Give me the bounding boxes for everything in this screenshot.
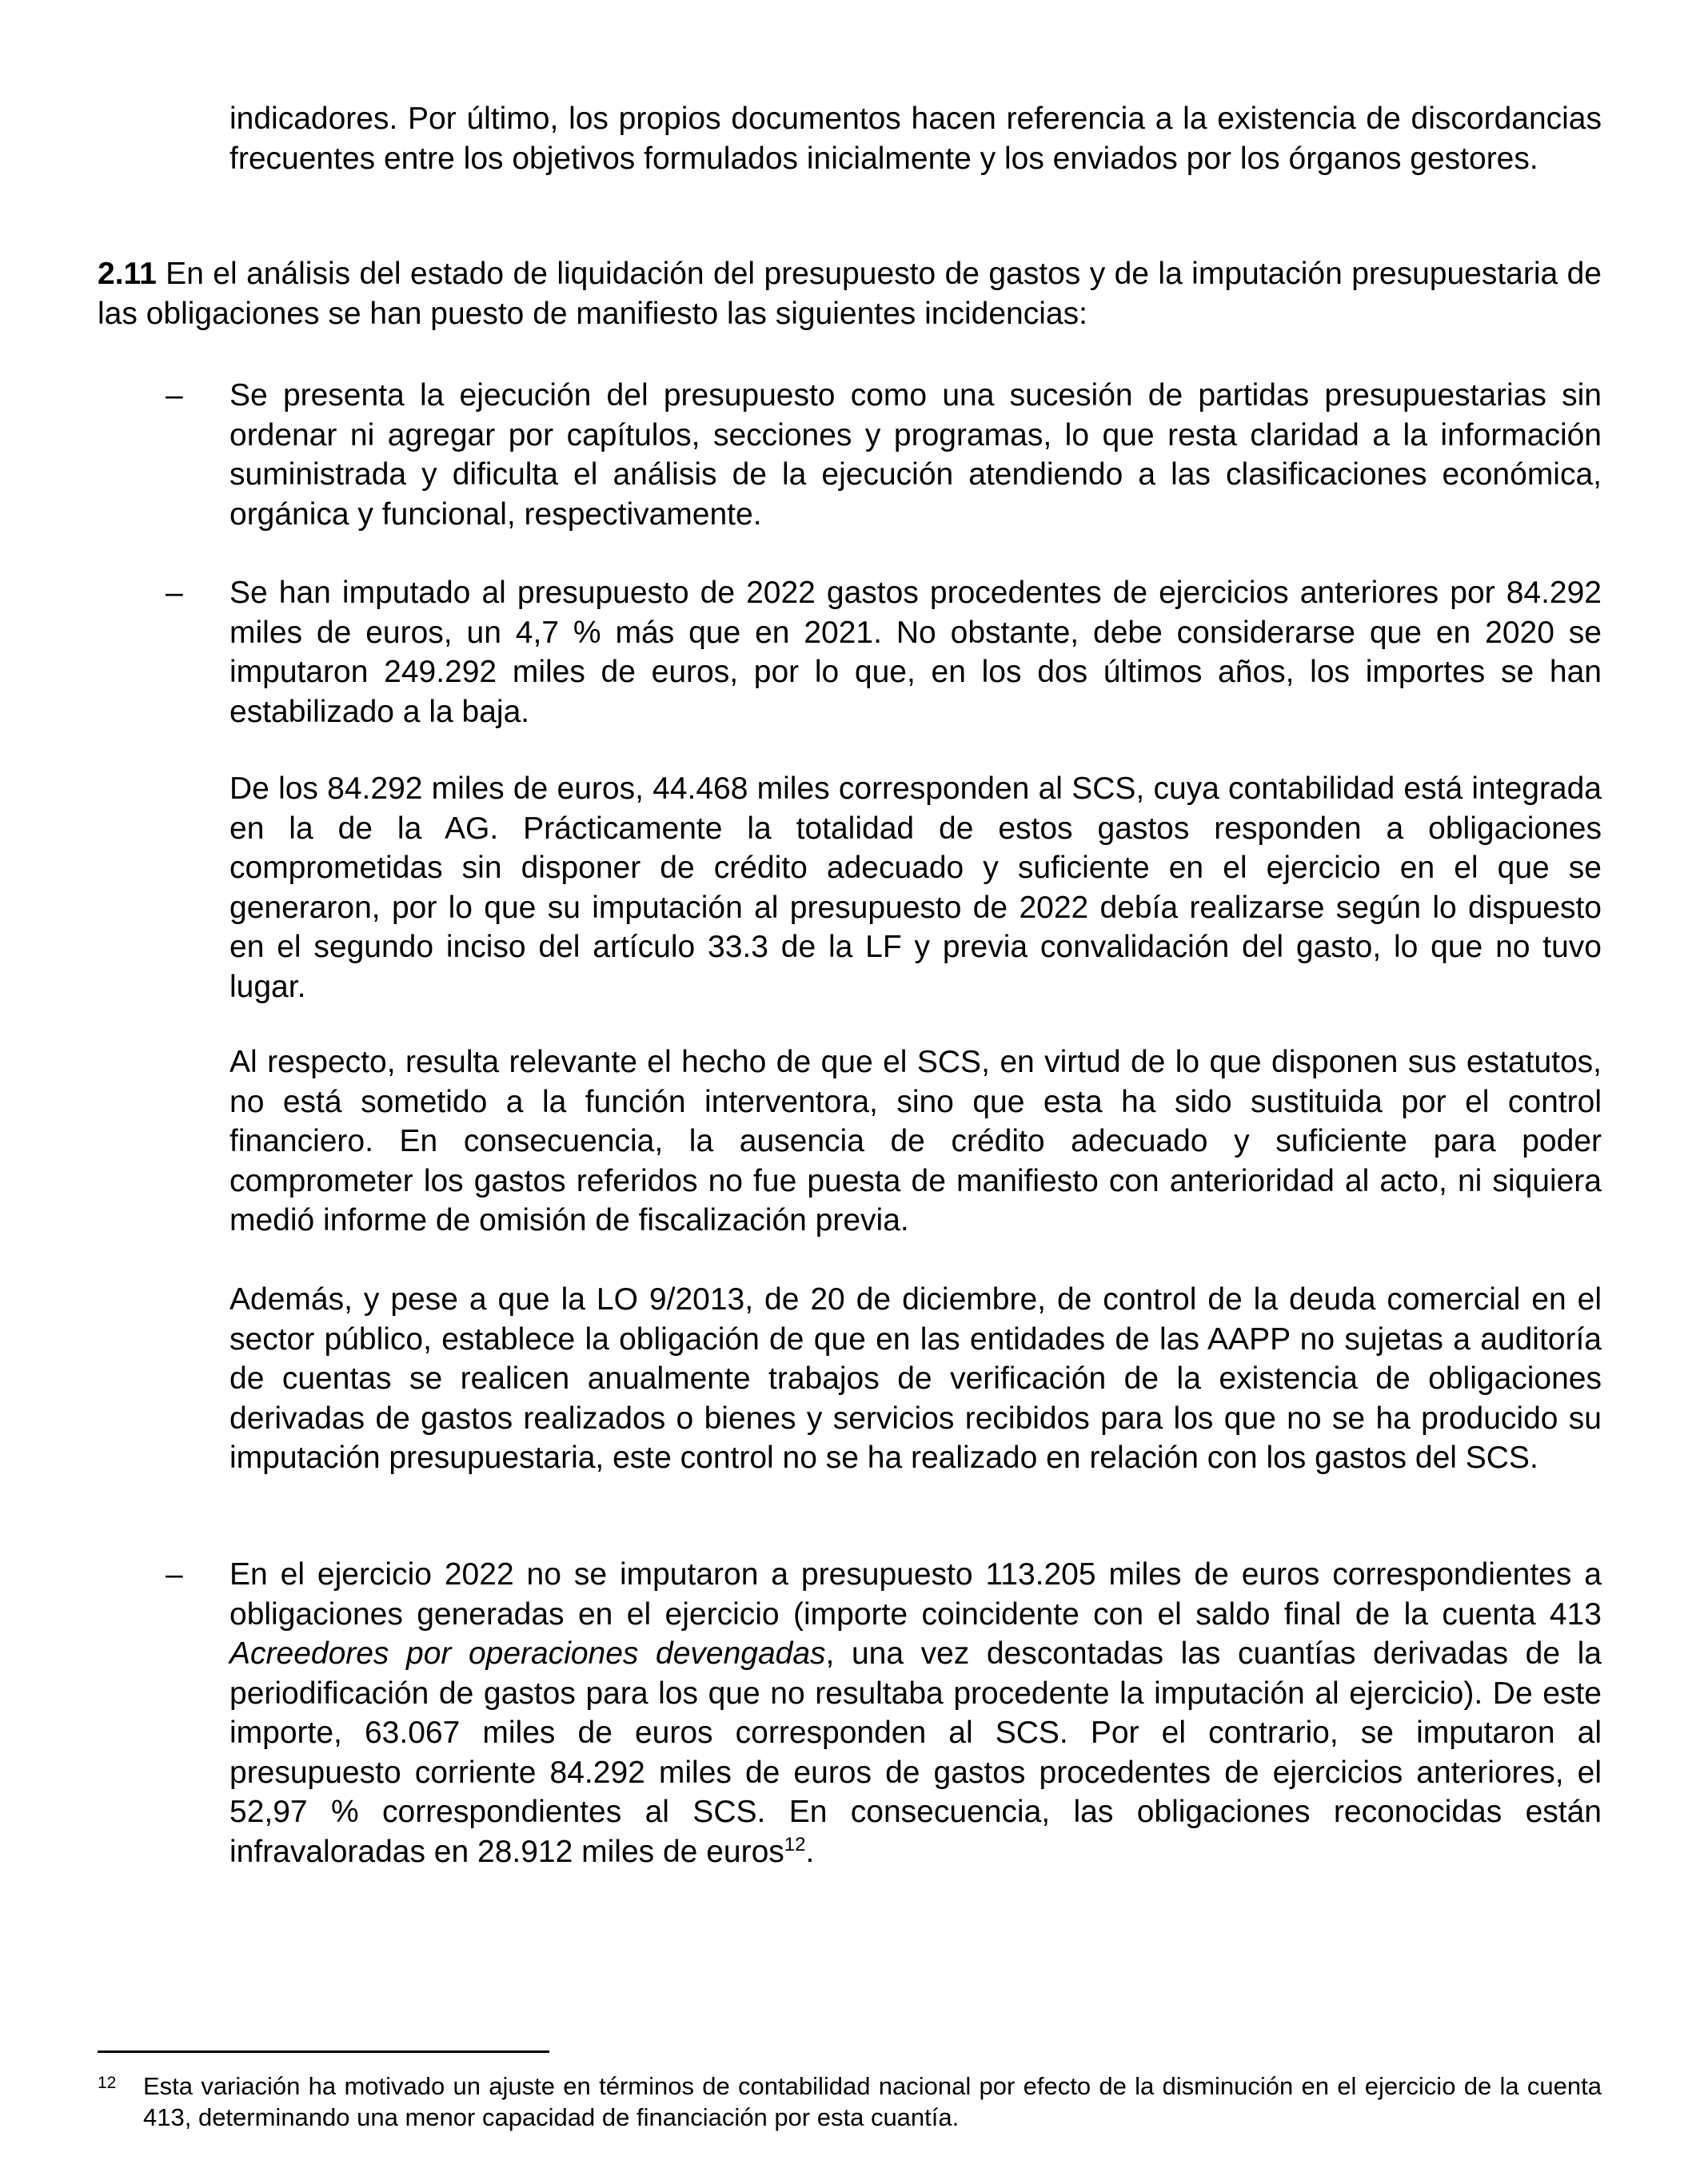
bullet-dash: – [166, 576, 183, 610]
text-run: . [805, 1834, 815, 1869]
paragraph-text: En el análisis del estado de liquidación del presupuesto de gastos y de la imputación presupuestaria de las obligaciones se han puesto de manifiesto las siguientes incidencias: [98, 257, 1602, 331]
footnote-separator [98, 2050, 549, 2053]
paragraph-number: 2.11 [98, 257, 157, 291]
bullet-item-2: Se han imputado al presupuesto de 2022 gastos procedentes de ejercicios anteriores por 84.292 miles de euros, un 4,7 % más que en 2021. No obstante, debe considerarse que en 2020 se imputaron 249.292 miles de euros, por lo que, en los dos últimos años, los importes se han estabilizado a la baja. [229, 576, 1602, 729]
bullet-item-1: Se presenta la ejecución del presupuesto como una sucesión de partidas presupuestarias sin ordenar ni agregar por capítulos, secciones y programas, lo que resta claridad a la información suministrada y dificulta el análisis de la ejecución atendiendo a las clasificaciones económica, orgánica y funcional, respectivamente. [229, 378, 1602, 532]
footnote [98, 2070, 1602, 2133]
bullet-item-2-paragraph-3: Al respecto, resulta relevante el hecho de que el SCS, en virtud de lo que disponen sus estatutos, no está sometido a la función interventora, sino que esta ha sido sustituida por el control financiero. En consecuencia, la ausencia de crédito adecuado y suficiente para poder comprometer los gastos referidos no fue puesta de manifiesto con anterioridad al acto, ni siquiera medió informe de omisión de fiscalización previa. [229, 1045, 1602, 1237]
text-run: , una vez descontadas las cuantías derivadas de la periodificación de gastos para los que no resultaba procedente la imputación al ejercicio). De este importe, 63.067 miles de euros corresponden al SCS. Por el contrario, se imputaron al presupuesto corriente 84.292 miles de euros de gastos procedentes de ejercicios anteriores, el 52,97 % correspondientes al SCS. En consecuencia, las obligaciones reconocidas están infravaloradas en 28.912 miles de euros [229, 1636, 1602, 1869]
paragraph-continuation: indicadores. Por último, los propios documentos hacen referencia a la existencia de discordancias frecuentes entre los objetivos formulados inicialmente y los enviados por los órganos gestores. [229, 102, 1602, 176]
bullet-dash: – [166, 1557, 183, 1592]
account-name-italic: Acreedores por operaciones devengadas [229, 1636, 826, 1671]
bullet-item-2-paragraph-4: Además, y pese a que la LO 9/2013, de 20 de diciembre, de control de la deuda comercial en el sector público, establece la obligación de que en las entidades de las AAPP no sujetas a auditoría de cuentas se realicen anualmente trabajos de verificación de la existencia de obligaciones derivadas de gastos realizados o bienes y servicios recibidos para los que no se ha producido su imputación presupuestaria, este control no se ha realizado en relación con los gastos del SCS. [229, 1282, 1602, 1475]
footnote-text: Esta variación ha motivado un ajuste en términos de contabilidad nacional por efecto de la disminución en el ejercicio de la cuenta 413, determinando una menor capacidad de financiación por esta cuantía. [143, 2072, 1602, 2131]
bullet-item-3 [229, 1555, 1602, 1871]
bullet-dash: – [166, 378, 183, 412]
footnote-number: 12 [98, 2074, 117, 2092]
bullet-item-2-paragraph-2: De los 84.292 miles de euros, 44.468 miles corresponden al SCS, cuya contabilidad está integrada en la de la AG. Prácticamente la totalidad de estos gastos responden a obligaciones comprometidas sin disponer de crédito adecuado y suficiente en el ejercicio en el que se generaron, por lo que su imputación al presupuesto de 2022 debía realizarse según lo dispuesto en el segundo inciso del artículo 33.3 de la LF y previa convalidación del gasto, lo que no tuvo lugar. [229, 771, 1602, 1004]
text-run: En el ejercicio 2022 no se imputaron a presupuesto 113.205 miles de euros correspondientes a obligaciones generadas en el ejercicio (importe coincidente con el saldo final de la cuenta 413 [229, 1557, 1602, 1632]
paragraph-2-11 [98, 254, 1602, 333]
footnote-reference[interactable]: 12 [784, 1833, 806, 1855]
